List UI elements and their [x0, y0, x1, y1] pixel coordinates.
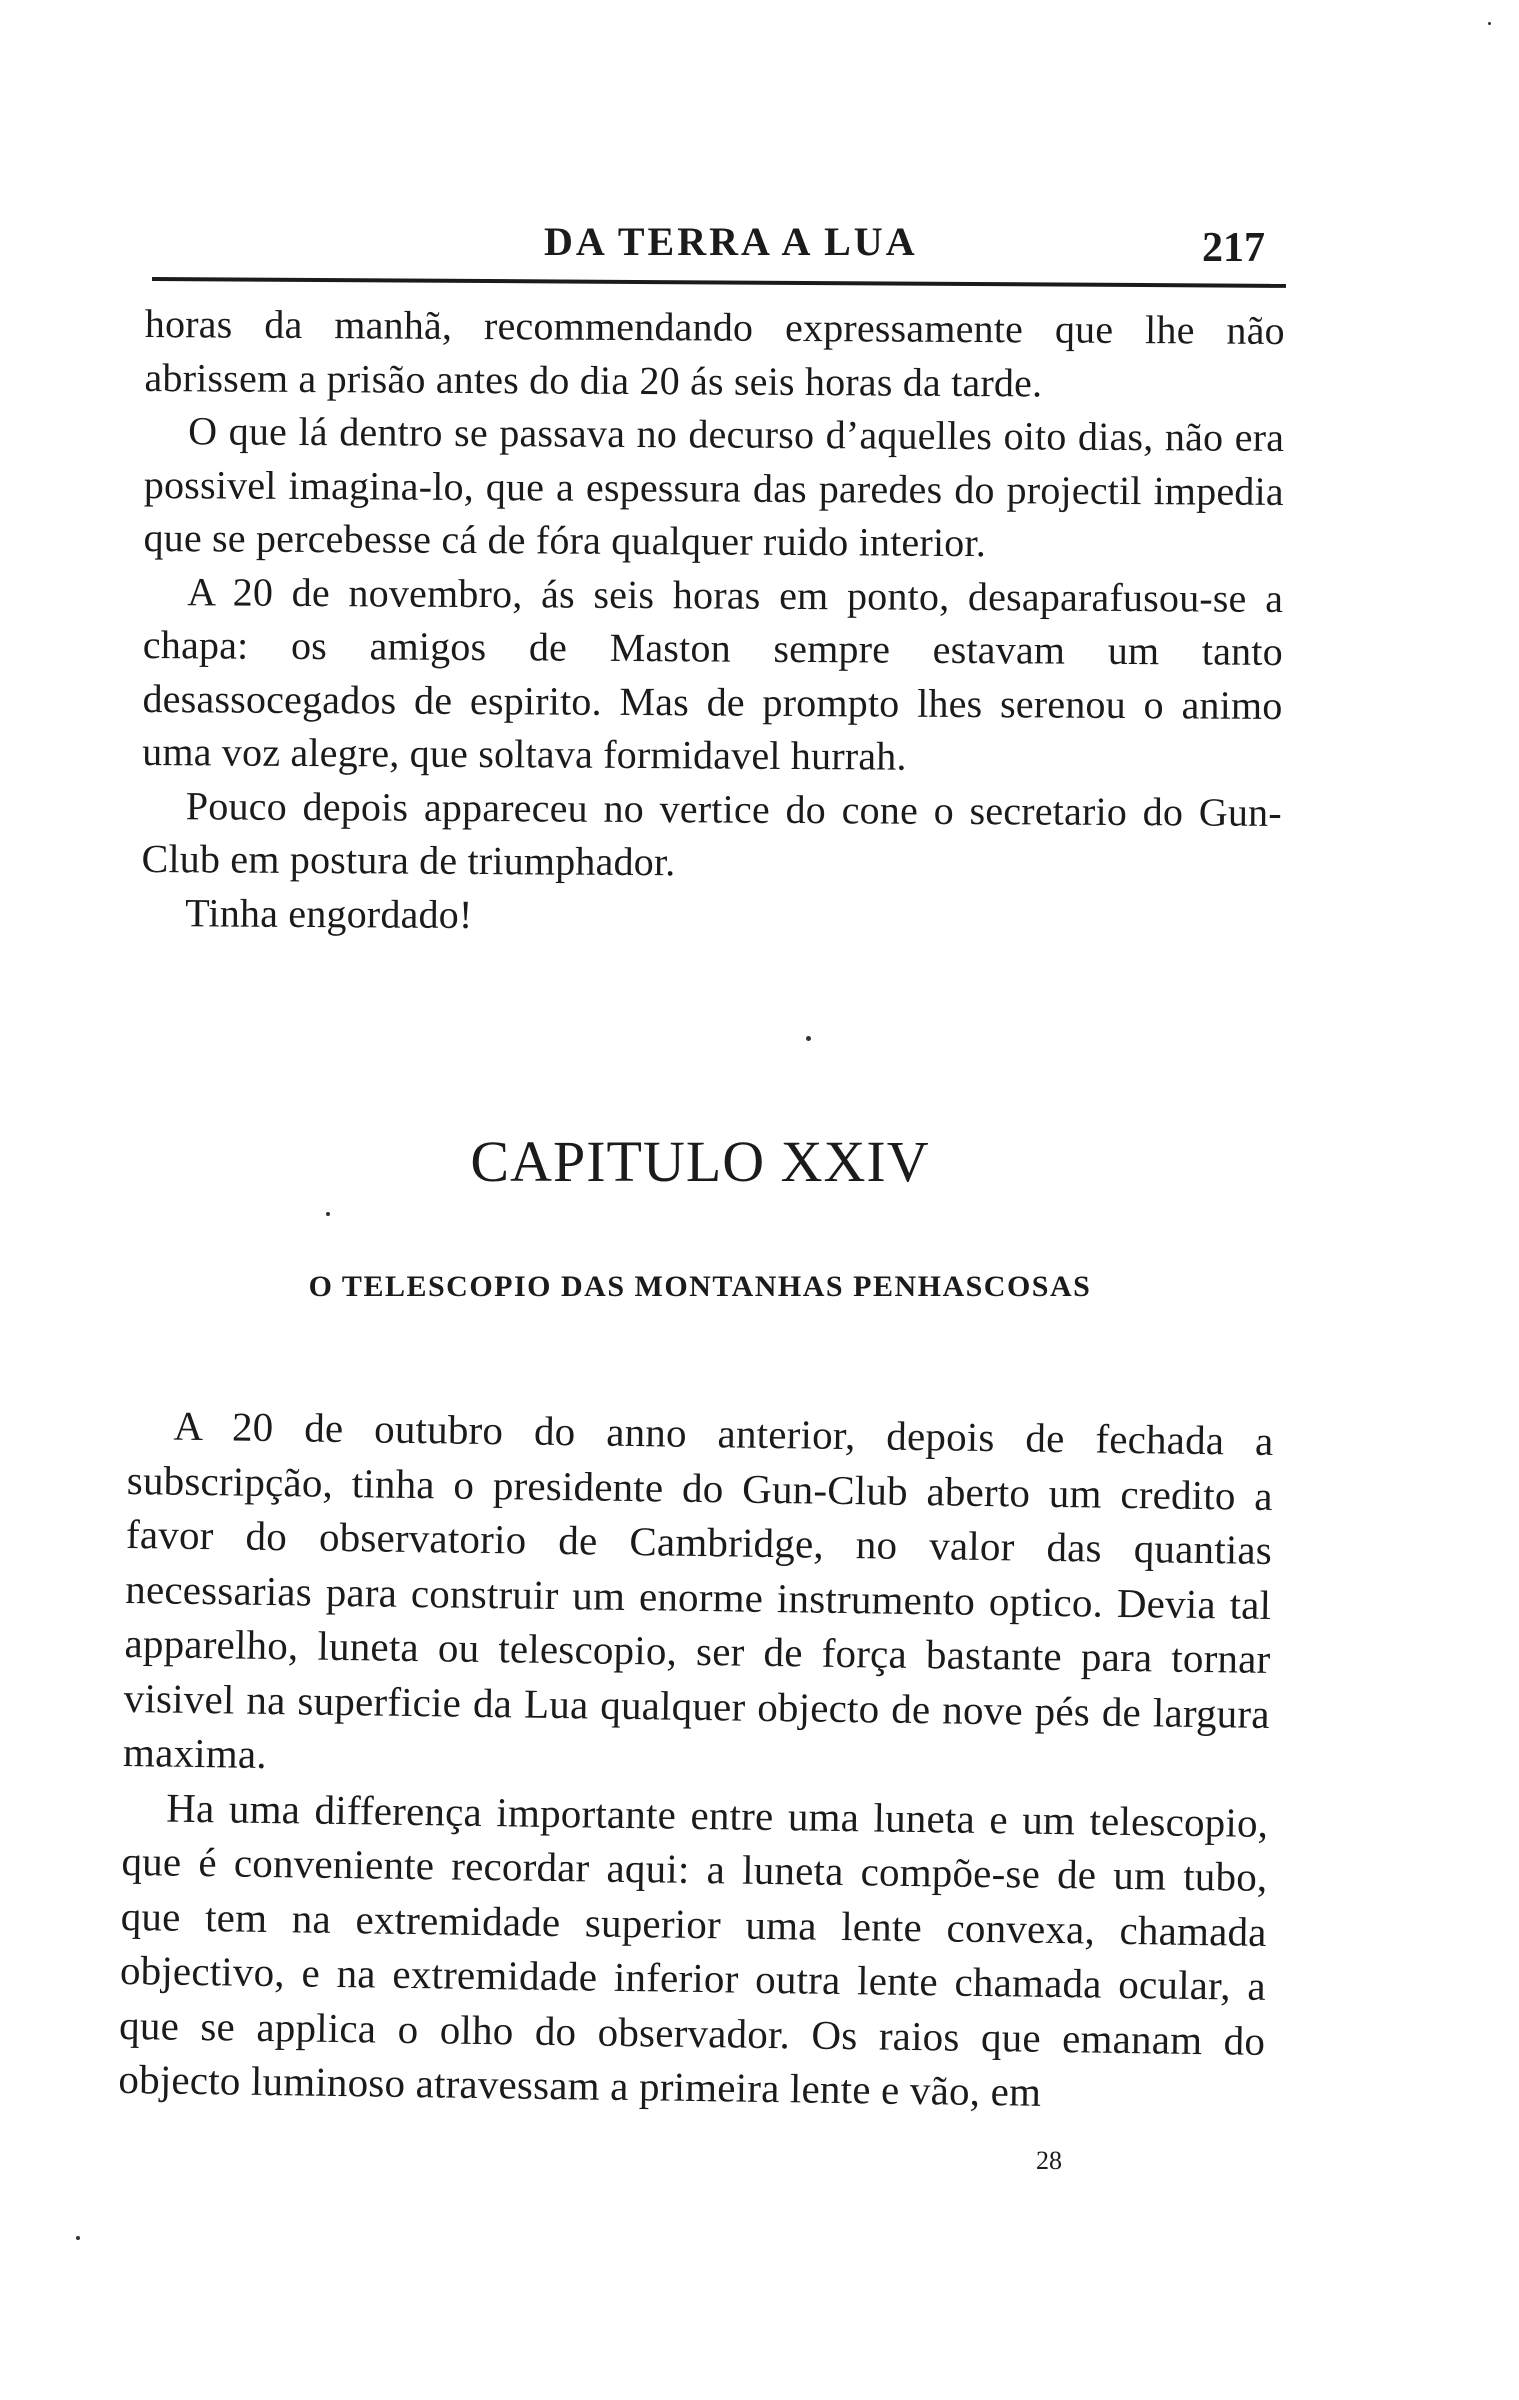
print-speck [326, 1212, 330, 1216]
page-number: 217 [1202, 225, 1265, 271]
paragraph: Tinha engordado! [185, 889, 473, 937]
paragraph: horas da manhã, recommendando expressamente que lhe não abrissem a prisão antes do dia 20 ás seis horas da tarde. [144, 300, 1285, 405]
print-speck [76, 2236, 80, 2240]
text-block-bottom [118, 1398, 1274, 2122]
chapter-title: CAPITULO XXIV [470, 1129, 930, 1194]
running-title: DA TERRA A LUA [544, 219, 918, 264]
signature-mark: 28 [1036, 2146, 1062, 2175]
header-rule [152, 277, 1286, 288]
paragraph: A 20 de outubro do anno anterior, depois de fechada a subscripção, tinha o presidente do Gun-Club aberto um credito a favor do observatorio de Cambridge, no valor das quantias necessarias para construir um enorme instrumento optico. Devia tal apparelho, luneta ou telescopio, ser de força bastante para tornar visivel na superficie da Lua qualquer objecto de nove pés de largura maxima. [122, 1402, 1274, 1777]
paragraph: O que lá dentro se passava no decurso d’aquelles oito dias, não era possivel imagina-lo, que a espessura das paredes do projectil impedia que se percebesse cá de fóra qualquer ruido interior. [143, 408, 1285, 566]
print-speck [1488, 22, 1491, 25]
paragraph: Pouco depois appareceu no vertice do cone o secretario do Gun-Club em postura de triumphador. [141, 782, 1283, 885]
chapter-subtitle: O TELESCOPIO DAS MONTANHAS PENHASCOSAS [308, 1270, 1092, 1303]
paragraph: Ha uma differença importante entre uma luneta e um telescopio, que é conveniente recordar aqui: a luneta compõe-se de um tubo, que tem na extremidade superior uma lente convexa, chamada objectivo, e na extremidade inferior outra lente chamada ocular, a que se applica o olho do observador. Os raios que emanam do objecto luminoso atravessam a primeira lente e vão, em [118, 1784, 1269, 2115]
print-speck [806, 1036, 811, 1041]
text-block-top [141, 297, 1285, 946]
paragraph: A 20 de novembro, ás seis horas em ponto, desaparafusou-se a chapa: os amigos de Maston sempre estavam um tanto desassocegados de espirito. Mas de prompto lhes serenou o animo uma voz alegre, que soltava formidavel hurrah. [142, 568, 1284, 779]
